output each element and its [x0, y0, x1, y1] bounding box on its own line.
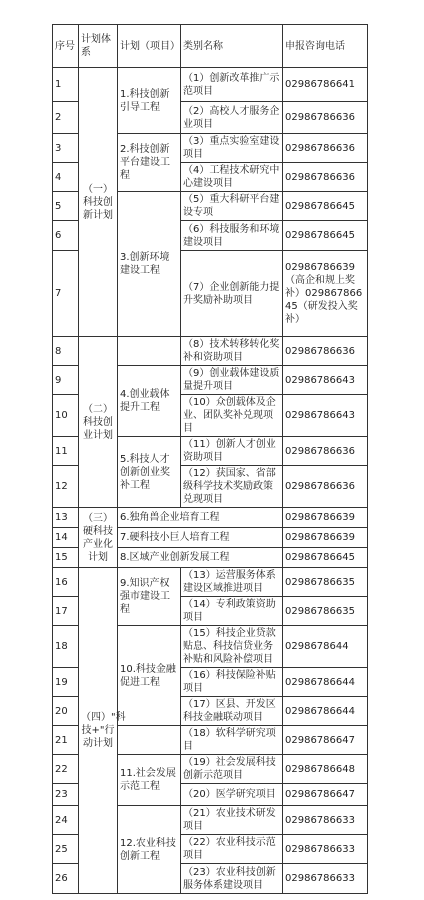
category-cell: （6）科技服务和环境建设项目	[181, 221, 283, 251]
plan-cell-empty	[118, 337, 181, 366]
plan-cell: 3.创新环境建设工程	[118, 192, 181, 337]
row-no: 1	[53, 68, 79, 102]
phone-cell: 02986786643	[283, 366, 368, 395]
row-no: 10	[53, 395, 79, 437]
category-cell: （22）农业科技示范项目	[181, 835, 283, 864]
plan-cell: 8.区域产业创新发展工程	[118, 548, 283, 568]
category-cell: （23）农业科技创新服务体系建设项目	[181, 864, 283, 894]
category-cell: （14）专利政策资助项目	[181, 597, 283, 626]
plan-cell: 1.科技创新引导工程	[118, 68, 181, 134]
plan-cell-empty	[118, 726, 181, 755]
phone-cell: 02986786641	[283, 68, 368, 102]
category-cell: （5）重大科研平台建设专项	[181, 192, 283, 221]
plan-table	[52, 24, 368, 894]
category-cell: （20）医学研究项目	[181, 784, 283, 806]
category-cell: （1）创新改革推广示范项目	[181, 68, 283, 102]
phone-cell: 02986786636	[283, 134, 368, 163]
table-row	[53, 337, 368, 366]
row-no: 3	[53, 134, 79, 163]
phone-cell: 02986786645	[283, 221, 368, 251]
row-no: 13	[53, 508, 79, 528]
row-no: 24	[53, 806, 79, 835]
row-no: 18	[53, 626, 79, 668]
plan-cell: 4.创业载体提升工程	[118, 366, 181, 437]
category-cell: （4）工程技术研究中心建设项目	[181, 163, 283, 192]
phone-cell: 02986786639	[283, 528, 368, 548]
row-no: 7	[53, 251, 79, 337]
phone-cell: 02986786636	[283, 102, 368, 134]
plan-cell: 12.农业科技创新工程	[118, 806, 181, 894]
table-row	[53, 508, 368, 528]
header-phone: 申报咨询电话	[283, 25, 368, 68]
phone-cell: 02986786635	[283, 568, 368, 597]
row-no: 5	[53, 192, 79, 221]
header-plan: 计划（项目）	[118, 25, 181, 68]
plan-cell: 9.知识产权强市建设工程	[118, 568, 181, 626]
phone-cell: 02986786644	[283, 668, 368, 697]
phone-cell: 02986786639（高企和规上奖补）02986786645（研发投入奖补）	[283, 251, 368, 337]
system-cell: （二）科技创业计划	[79, 337, 118, 508]
row-no: 17	[53, 597, 79, 626]
row-no: 15	[53, 548, 79, 568]
plan-cell: 5.科技人才创新创业奖补工程	[118, 437, 181, 508]
plan-cell: 7.硬科技小巨人培育工程	[118, 528, 283, 548]
category-cell: （3）重点实验室建设项目	[181, 134, 283, 163]
row-no: 16	[53, 568, 79, 597]
phone-cell: 02986786645	[283, 192, 368, 221]
category-cell: （12）获国家、省部级科学技术奖励政策兑现项目	[181, 466, 283, 508]
row-no: 26	[53, 864, 79, 894]
header-category: 类别名称	[181, 25, 283, 68]
phone-cell: 02986786635	[283, 597, 368, 626]
plan-cell: 11.社会发展示范工程	[118, 755, 181, 806]
row-no: 25	[53, 835, 79, 864]
category-cell: （11）创新人才创业资助项目	[181, 437, 283, 466]
category-cell: （13）运营服务体系建设区域推进项目	[181, 568, 283, 597]
phone-cell: 02986786636	[283, 337, 368, 366]
phone-cell: 0298678644	[283, 626, 368, 668]
table-row	[53, 568, 368, 597]
row-no: 8	[53, 337, 79, 366]
row-no: 11	[53, 437, 79, 466]
header-no: 序号	[53, 25, 79, 68]
phone-cell: 02986786643	[283, 395, 368, 437]
row-no: 4	[53, 163, 79, 192]
phone-cell: 02986786639	[283, 508, 368, 528]
row-no: 9	[53, 366, 79, 395]
phone-cell: 02986786633	[283, 864, 368, 894]
row-no: 12	[53, 466, 79, 508]
table-header-row	[53, 25, 368, 68]
category-cell: （19）社会发展科技创新示范项目	[181, 755, 283, 784]
row-no: 21	[53, 726, 79, 755]
category-cell: （18）软科学研究项目	[181, 726, 283, 755]
phone-cell: 02986786644	[283, 697, 368, 726]
phone-cell: 02986786633	[283, 806, 368, 835]
system-cell: （三）硬科技产业化计划	[79, 508, 118, 568]
row-no: 20	[53, 697, 79, 726]
category-cell: （15）科技企业贷款贴息、科技信贷业务补贴和风险补偿项目	[181, 626, 283, 668]
category-cell: （21）农业技术研发项目	[181, 806, 283, 835]
plan-cell: 10.科技金融促进工程	[118, 626, 181, 726]
row-no: 19	[53, 668, 79, 697]
phone-cell: 02986786636	[283, 437, 368, 466]
system-cell: （四）"科技+"行动计划	[79, 568, 118, 894]
plan-cell: 2.科技创新平台建设工程	[118, 134, 181, 192]
row-no: 23	[53, 784, 79, 806]
phone-cell: 02986786633	[283, 835, 368, 864]
row-no: 6	[53, 221, 79, 251]
row-no: 22	[53, 755, 79, 784]
system-cell: （一）科技创新计划	[79, 68, 118, 337]
category-cell: （2）高校人才服务企业项目	[181, 102, 283, 134]
phone-cell: 02986786636	[283, 466, 368, 508]
plan-cell: 6.独角兽企业培育工程	[118, 508, 283, 528]
category-cell: （10）众创载体及企业、团队奖补兑现项目	[181, 395, 283, 437]
table-wrapper	[52, 24, 368, 894]
category-cell: （8）技术转移转化奖补和资助项目	[181, 337, 283, 366]
row-no: 14	[53, 528, 79, 548]
phone-cell: 02986786647	[283, 726, 368, 755]
category-cell: （16）科技保险补贴项目	[181, 668, 283, 697]
header-system: 计划体系	[79, 25, 118, 68]
phone-cell: 02986786648	[283, 755, 368, 784]
phone-cell: 02986786636	[283, 163, 368, 192]
category-cell: （9）创业载体建设质量提升项目	[181, 366, 283, 395]
category-cell: （17）区县、开发区科技金融联动项目	[181, 697, 283, 726]
category-cell: （7）企业创新能力提升奖励补助项目	[181, 251, 283, 337]
phone-cell: 02986786645	[283, 548, 368, 568]
table-row	[53, 68, 368, 102]
phone-cell: 02986786647	[283, 784, 368, 806]
row-no: 2	[53, 102, 79, 134]
